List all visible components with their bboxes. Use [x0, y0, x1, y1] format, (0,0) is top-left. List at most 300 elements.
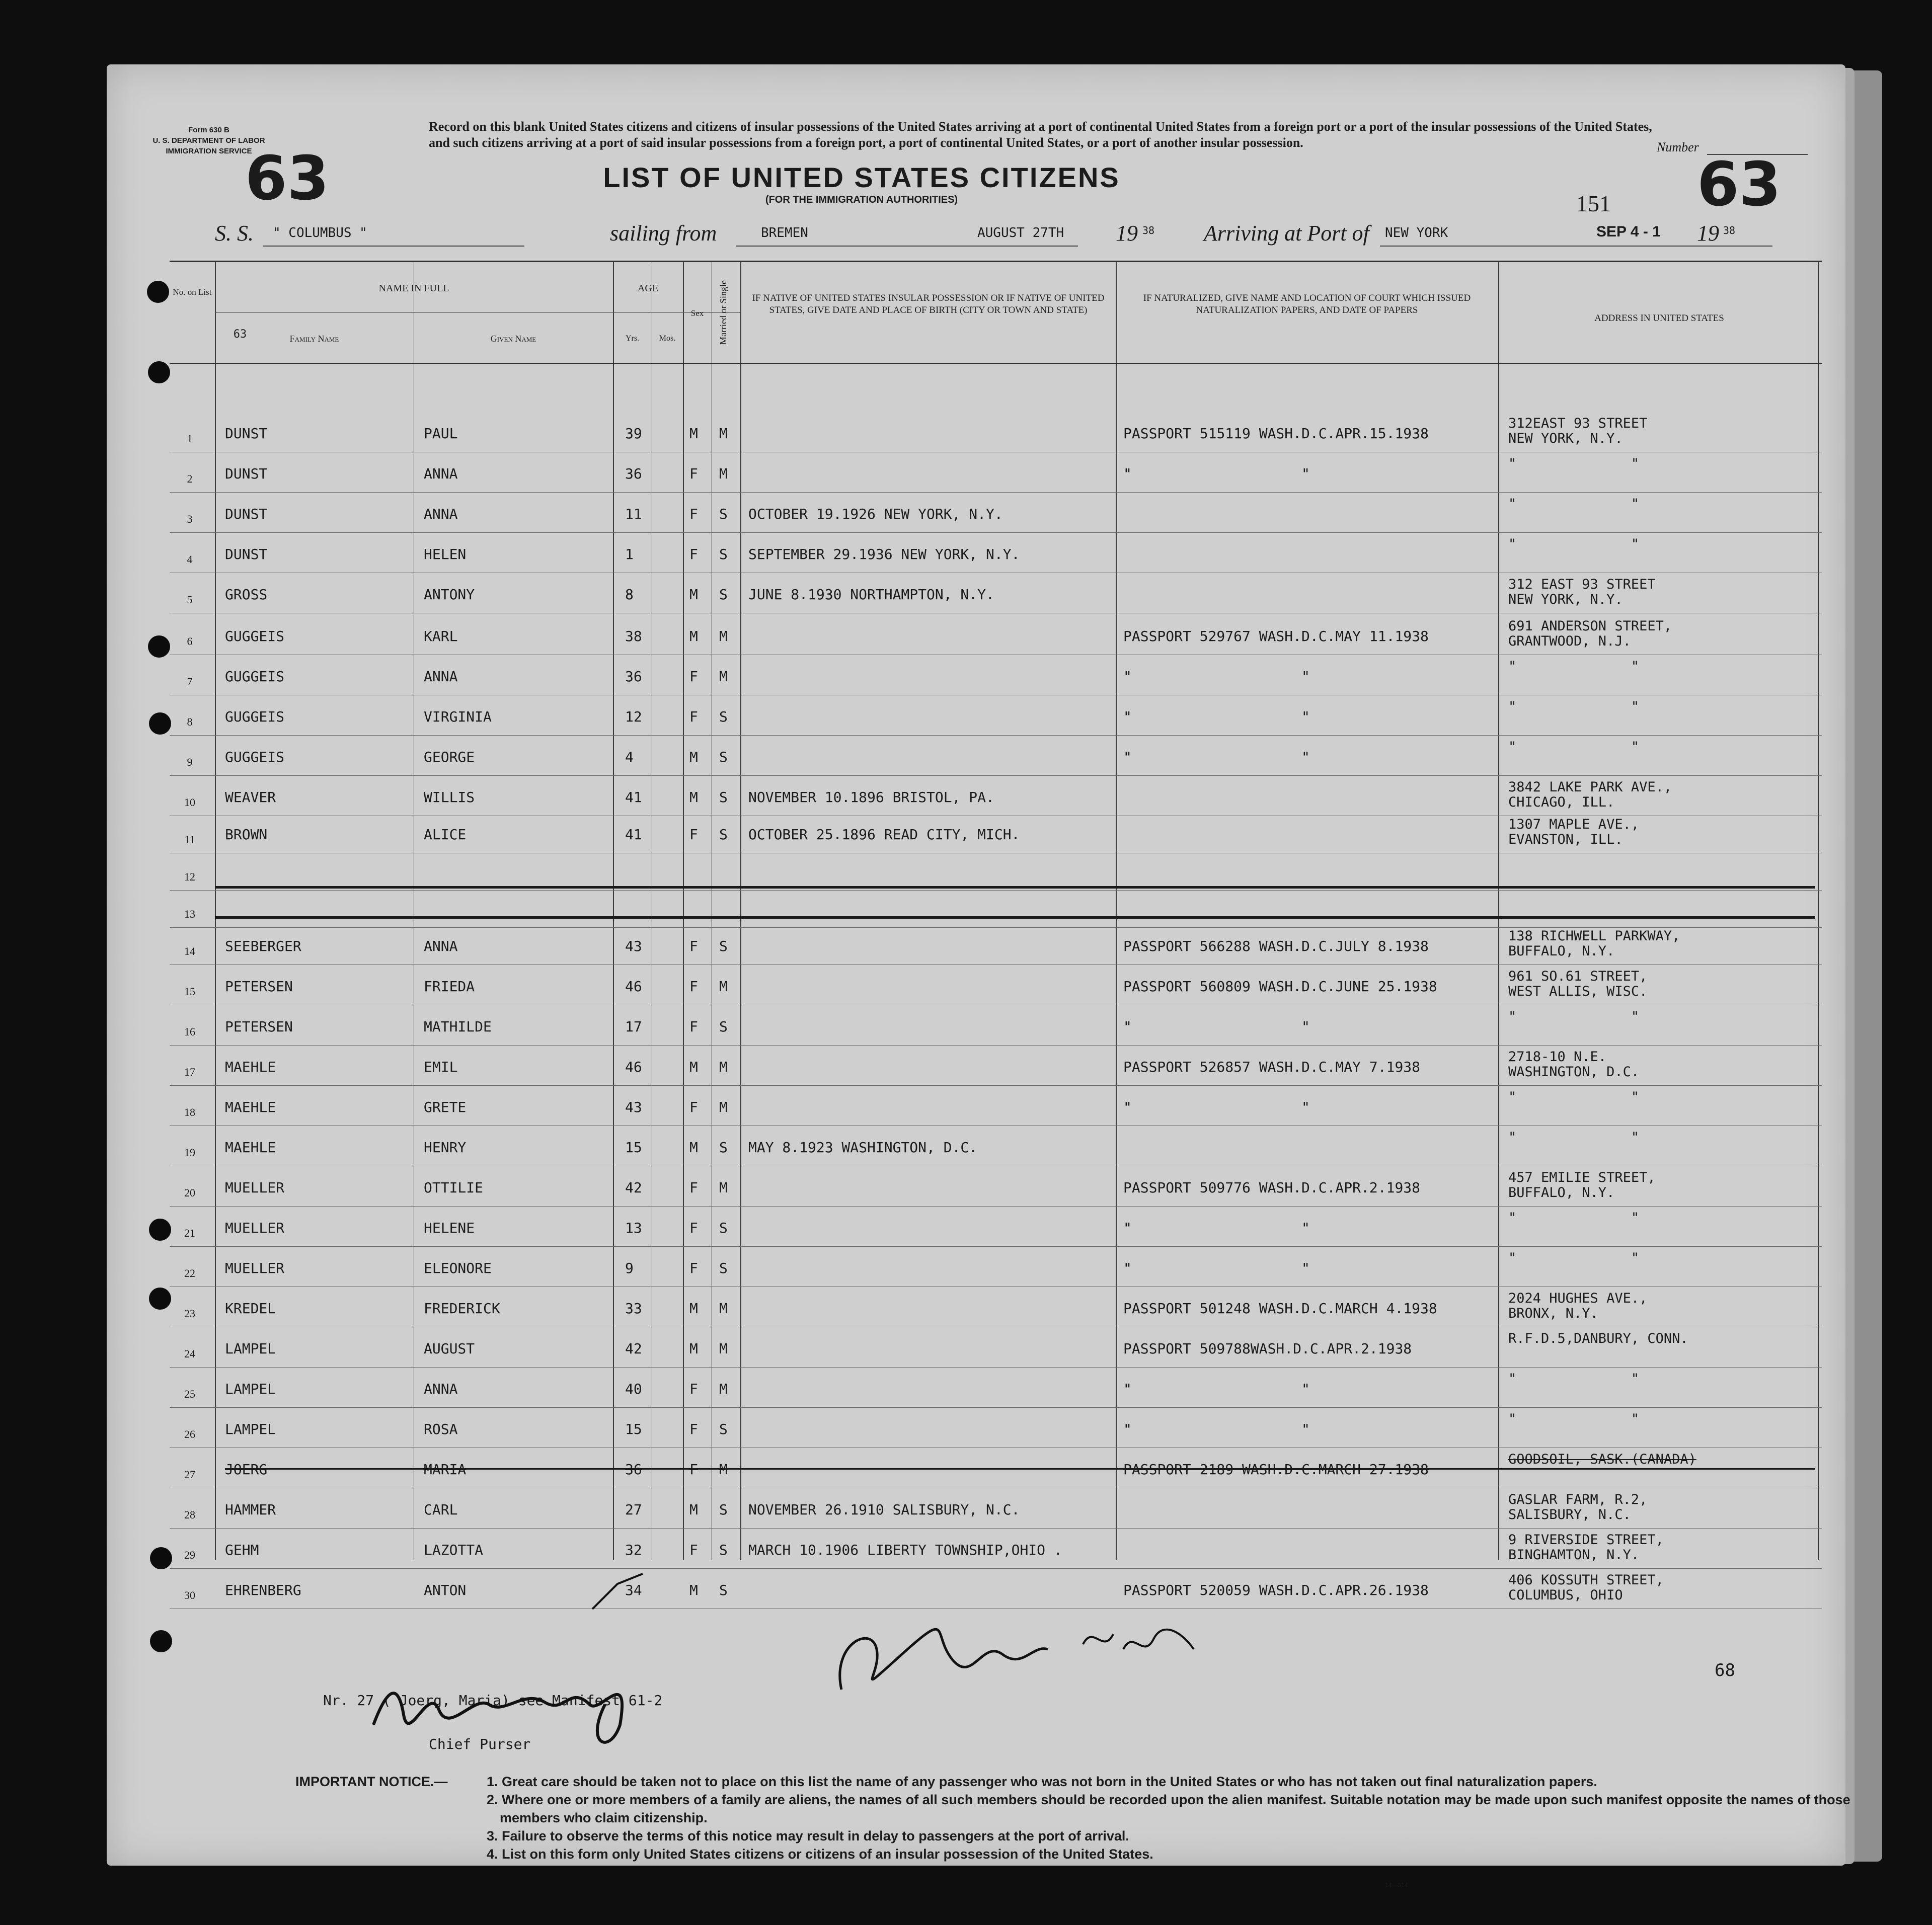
marital-status: S: [719, 546, 728, 563]
given-name: VIRGINIA: [424, 708, 492, 725]
punch-hole: [149, 1288, 171, 1310]
sex: F: [689, 1381, 698, 1397]
col-no: No. on List: [173, 287, 212, 297]
family-name: KREDEL: [225, 1300, 276, 1317]
address-line: 9 RIVERSIDE STREET,: [1508, 1532, 1664, 1548]
given-name: EMIL: [424, 1059, 458, 1075]
ship-underline: [263, 246, 524, 247]
departure-port: BREMEN: [761, 225, 808, 240]
col-sex: Sex: [690, 308, 704, 318]
address-line: 961 SO.61 STREET,: [1508, 969, 1648, 984]
address-line: " ": [1508, 739, 1640, 755]
row-number: 12: [184, 870, 195, 883]
given-name: CARL: [424, 1501, 458, 1518]
family-name: WEAVER: [225, 789, 276, 806]
sex: F: [689, 1018, 698, 1035]
marital-status: S: [719, 1421, 728, 1437]
sex: F: [689, 1542, 698, 1558]
age-years: 36: [625, 465, 642, 482]
age-years: 32: [625, 1542, 642, 1558]
address-line: WASHINGTON, D.C.: [1508, 1064, 1640, 1080]
row-number: 27: [184, 1468, 195, 1481]
given-name: MATHILDE: [424, 1018, 492, 1035]
col-family-name: Family Name: [289, 334, 339, 344]
sex: M: [689, 749, 698, 765]
sex: M: [689, 789, 698, 806]
family-name: MUELLER: [225, 1179, 285, 1196]
row-number: 10: [184, 796, 195, 809]
row-number: 18: [184, 1106, 195, 1118]
address-line: " ": [1508, 1210, 1640, 1226]
given-name: GEORGE: [424, 749, 475, 765]
strike-line: [225, 1468, 1815, 1470]
given-name: FRIEDA: [424, 978, 475, 995]
age-years: 1: [625, 546, 634, 563]
important-notice-items: [487, 1773, 1896, 1863]
arriving-label: Arriving at Port of: [1204, 221, 1369, 246]
family-name: LAMPEL: [225, 1340, 276, 1357]
given-name: OTTILIE: [424, 1179, 484, 1196]
table-row: [170, 1046, 1822, 1086]
given-name: ANNA: [424, 506, 458, 522]
address-line: 312EAST 93 STREET: [1508, 416, 1648, 431]
table-row: [170, 1368, 1822, 1408]
naturalization-info: " ": [1123, 465, 1310, 482]
sex: F: [689, 826, 698, 843]
family-name: SEEBERGER: [225, 938, 301, 954]
sex: M: [689, 1059, 698, 1075]
address-line: " ": [1508, 1009, 1640, 1024]
given-name: HENRY: [424, 1139, 467, 1156]
age-years: 42: [625, 1340, 642, 1357]
given-name: ANNA: [424, 668, 458, 685]
family-name: LAMPEL: [225, 1421, 276, 1437]
table-row: [170, 452, 1822, 493]
address-line: " ": [1508, 1250, 1640, 1266]
marital-status: S: [719, 1542, 728, 1558]
sex: F: [689, 668, 698, 685]
row-number: 23: [184, 1307, 195, 1320]
given-name: HELEN: [424, 546, 467, 563]
page-stamp-left: 63: [245, 144, 329, 214]
family-name: MUELLER: [225, 1220, 285, 1236]
page-title: LIST OF UNITED STATES CITIZENS: [603, 162, 1120, 193]
naturalization-info: PASSPORT 509788WASH.D.C.APR.2.1938: [1123, 1340, 1412, 1357]
sex: F: [689, 1260, 698, 1276]
notice-item: 1. Great care should be taken not to place on this list the name of any passenger who was not born in the United States or who has not taken out final naturalization papers.: [487, 1774, 1597, 1789]
birth-info: OCTOBER 25.1896 READ CITY, MICH.: [748, 826, 1020, 843]
address-line: " ": [1508, 1371, 1640, 1387]
sex: M: [689, 628, 698, 645]
family-name: DUNST: [225, 506, 268, 522]
age-years: 15: [625, 1421, 642, 1437]
address-line: 457 EMILIE STREET,: [1508, 1170, 1656, 1185]
row-number: 16: [184, 1025, 195, 1038]
marital-status: M: [719, 978, 728, 995]
table-row: [170, 412, 1822, 452]
marital-status: M: [719, 668, 728, 685]
given-name: HELENE: [424, 1220, 475, 1236]
naturalization-info: " ": [1123, 1220, 1310, 1236]
family-name: GUGGEIS: [225, 749, 285, 765]
marital-status: S: [719, 749, 728, 765]
col-months: Mos.: [659, 334, 676, 343]
table-row: [170, 615, 1822, 655]
family-name: HAMMER: [225, 1501, 276, 1518]
row-number: 13: [184, 908, 195, 920]
naturalization-info: PASSPORT 529767 WASH.D.C.MAY 11.1938: [1123, 628, 1429, 645]
address-line: " ": [1508, 536, 1640, 552]
table-row: [170, 1207, 1822, 1247]
row-number: 15: [184, 985, 195, 998]
age-years: 42: [625, 1179, 642, 1196]
birth-info: MARCH 10.1906 LIBERTY TOWNSHIP,OHIO .: [748, 1542, 1062, 1558]
number-label: Number: [1657, 140, 1699, 154]
table-row: [170, 695, 1822, 736]
address-line: " ": [1508, 1411, 1640, 1427]
row-number: 29: [184, 1549, 195, 1561]
age-years: 13: [625, 1220, 642, 1236]
age-years: 36: [625, 668, 642, 685]
row-number: 17: [184, 1066, 195, 1078]
ss-label: S. S.: [215, 221, 254, 246]
address-line: COLUMBUS, OHIO: [1508, 1587, 1623, 1603]
col-age: AGE: [637, 283, 659, 294]
family-name: PETERSEN: [225, 978, 293, 995]
naturalization-info: PASSPORT 509776 WASH.D.C.APR.2.1938: [1123, 1179, 1421, 1196]
row-number: 19: [184, 1146, 195, 1159]
punch-hole: [150, 1630, 172, 1652]
address-line: NEW YORK, N.Y.: [1508, 431, 1623, 446]
table-row: [170, 1529, 1822, 1569]
marital-status: S: [719, 1139, 728, 1156]
sex: F: [689, 708, 698, 725]
address-line: BUFFALO, N.Y.: [1508, 943, 1615, 959]
cancelled-row-line: [215, 916, 1815, 919]
family-name: MAEHLE: [225, 1139, 276, 1156]
address-line: 691 ANDERSON STREET,: [1508, 618, 1672, 634]
address-line: GOODSOIL, SASK.(CANADA): [1508, 1452, 1696, 1467]
naturalization-info: " ": [1123, 1099, 1310, 1115]
address-line: " ": [1508, 1130, 1640, 1145]
sex: M: [689, 425, 698, 442]
age-years: 38: [625, 628, 642, 645]
given-name: AUGUST: [424, 1340, 475, 1357]
family-name: DUNST: [225, 425, 268, 442]
naturalization-info: " ": [1123, 1381, 1310, 1397]
age-years: 8: [625, 586, 634, 603]
manifest-page: [107, 64, 1850, 1889]
naturalization-info: PASSPORT 515119 WASH.D.C.APR.15.1938: [1123, 425, 1429, 442]
table-row: [170, 850, 1822, 891]
row-number: 2: [187, 472, 193, 485]
table-row: [170, 925, 1822, 965]
given-name: GRETE: [424, 1099, 467, 1115]
table-row: [170, 1005, 1822, 1046]
row-number: 20: [184, 1186, 195, 1199]
age-years: 9: [625, 1260, 634, 1276]
address-line: NEW YORK, N.Y.: [1508, 592, 1623, 607]
row-number: 8: [187, 715, 193, 728]
address-line: 138 RICHWELL PARKWAY,: [1508, 928, 1680, 944]
marital-status: S: [719, 1260, 728, 1276]
punch-hole: [150, 1547, 172, 1569]
address-line: 2718-10 N.E.: [1508, 1049, 1607, 1065]
form-code: 14—314: [1385, 1882, 1408, 1889]
year-suffix: 38: [1723, 224, 1736, 236]
marital-status: S: [719, 1018, 728, 1035]
family-name: JOERG: [225, 1461, 268, 1478]
marital-status: M: [719, 465, 728, 482]
table-row: [170, 888, 1822, 928]
passenger-table: [170, 261, 1822, 1696]
departure-date: AUGUST 27TH: [977, 225, 1064, 240]
address-line: WEST ALLIS, WISC.: [1508, 984, 1648, 999]
table-row: [170, 1287, 1822, 1327]
row-number: 26: [184, 1428, 195, 1440]
age-years: 15: [625, 1139, 642, 1156]
table-row: [170, 1569, 1822, 1609]
table-row: [170, 813, 1822, 853]
department: U. S. DEPARTMENT OF LABOR: [152, 136, 265, 145]
table-row: [170, 1166, 1822, 1207]
marital-status: S: [719, 708, 728, 725]
family-name: GROSS: [225, 586, 268, 603]
year-prefix: 19: [1116, 221, 1138, 246]
family-name: EHRENBERG: [225, 1582, 301, 1598]
naturalization-info: " ": [1123, 749, 1310, 765]
marital-status: M: [719, 1381, 728, 1397]
naturalization-info: " ": [1123, 1260, 1310, 1276]
row-number: 5: [187, 593, 193, 606]
col-married-single: Married or Single: [718, 280, 728, 345]
address-line: " ": [1508, 456, 1640, 471]
address-line: BRONX, N.Y.: [1508, 1306, 1598, 1321]
row-number: 9: [187, 756, 193, 768]
row-number: 21: [184, 1227, 195, 1239]
given-name: LAZOTTA: [424, 1542, 484, 1558]
row-number: 28: [184, 1508, 195, 1521]
row-number: 6: [187, 635, 193, 648]
sailing-label: sailing from: [610, 221, 717, 246]
family-name: MAEHLE: [225, 1099, 276, 1115]
sex: F: [689, 938, 698, 954]
row-number: 22: [184, 1267, 195, 1279]
address-line: EVANSTON, ILL.: [1508, 832, 1623, 847]
age-years: 27: [625, 1501, 642, 1518]
naturalization-info: " ": [1123, 1421, 1310, 1437]
family-name: DUNST: [225, 465, 268, 482]
row-number: 1: [187, 432, 193, 445]
form-instructions: Record on this blank United States citizens and citizens of insular possessions of the United States arriving at a port of continental United States from a foreign port or a port of the insular possessions of the United States, and such citizens arriving at a port of said insular possessions from a foreign port, a port of continental United States, or a port of another insular possession.: [429, 119, 1652, 150]
address-line: BUFFALO, N.Y.: [1508, 1185, 1615, 1200]
family-name: PETERSEN: [225, 1018, 293, 1035]
table-row: [170, 1488, 1822, 1529]
punch-hole: [148, 635, 170, 658]
table-row: [170, 1327, 1822, 1368]
important-notice-heading: IMPORTANT NOTICE.—: [295, 1774, 448, 1789]
punch-hole: [149, 712, 171, 735]
birth-info: NOVEMBER 10.1896 BRISTOL, PA.: [748, 789, 994, 806]
age-years: 39: [625, 425, 642, 442]
arrival-date: SEP 4 - 1: [1596, 223, 1661, 240]
address-line: BINGHAMTON, N.Y.: [1508, 1547, 1640, 1563]
age-years: 34: [625, 1582, 642, 1598]
marital-status: M: [719, 1461, 728, 1478]
marital-status: M: [719, 1099, 728, 1115]
given-name: PAUL: [424, 425, 458, 442]
col-given-name: Given Name: [490, 334, 536, 344]
sex: F: [689, 978, 698, 995]
arrival-port: NEW YORK: [1385, 225, 1448, 240]
given-name: WILLIS: [424, 789, 475, 806]
sex: F: [689, 1220, 698, 1236]
family-name: GUGGEIS: [225, 668, 285, 685]
address-line: " ": [1508, 659, 1640, 674]
age-years: 17: [625, 1018, 642, 1035]
col-address: ADDRESS IN UNITED STATES: [1594, 313, 1724, 324]
row-number: 4: [187, 553, 193, 566]
table-row: [170, 573, 1822, 613]
year-suffix: 38: [1142, 224, 1155, 236]
marital-status: M: [719, 628, 728, 645]
table-row: [170, 1126, 1822, 1166]
given-name: ANTON: [424, 1582, 467, 1598]
family-name: GUGGEIS: [225, 708, 285, 725]
birth-info: MAY 8.1923 WASHINGTON, D.C.: [748, 1139, 978, 1156]
marital-status: S: [719, 826, 728, 843]
notice-item: 3. Failure to observe the terms of this notice may result in delay to passengers at the port of arrival.: [487, 1828, 1129, 1843]
sex: M: [689, 586, 698, 603]
marital-status: S: [719, 789, 728, 806]
given-name: MARIA: [424, 1461, 467, 1478]
sex: F: [689, 1461, 698, 1478]
address-line: SALISBURY, N.C.: [1508, 1507, 1631, 1522]
header-rule: [170, 363, 1822, 364]
birth-info: OCTOBER 19.1926 NEW YORK, N.Y.: [748, 506, 1003, 522]
marital-status: M: [719, 1340, 728, 1357]
sex: M: [689, 1139, 698, 1156]
stamp-number: 68: [1715, 1660, 1735, 1680]
given-name: FREDERICK: [424, 1300, 500, 1317]
address-line: 406 KOSSUTH STREET,: [1508, 1572, 1664, 1588]
punch-hole: [149, 1219, 171, 1241]
row-number: 11: [184, 833, 195, 846]
naturalization-info: " ": [1123, 668, 1310, 685]
naturalization-info: PASSPORT 2189 WASH.D.C.MARCH 27.1938: [1123, 1461, 1429, 1478]
given-name: ROSA: [424, 1421, 458, 1437]
given-name: ANTONY: [424, 586, 475, 603]
table-row: [170, 736, 1822, 776]
given-name: KARL: [424, 628, 458, 645]
age-years: 46: [625, 978, 642, 995]
family-name: GEHM: [225, 1542, 259, 1558]
row-number: 25: [184, 1388, 195, 1400]
sex: M: [689, 1340, 698, 1357]
sex: M: [689, 1300, 698, 1317]
form-number: Form 630 B: [188, 126, 229, 134]
row-number: 30: [184, 1589, 195, 1601]
age-years: 12: [625, 708, 642, 725]
age-years: 33: [625, 1300, 642, 1317]
birth-info: NOVEMBER 26.1910 SALISBURY, N.C.: [748, 1501, 1020, 1518]
sex: M: [689, 1582, 698, 1598]
age-years: 43: [625, 938, 642, 954]
family-overlay: 63: [233, 328, 247, 341]
table-row: [170, 493, 1822, 533]
given-name: ALICE: [424, 826, 467, 843]
age-years: 36: [625, 1461, 642, 1478]
naturalization-info: PASSPORT 501248 WASH.D.C.MARCH 4.1938: [1123, 1300, 1437, 1317]
sex: F: [689, 1179, 698, 1196]
sex: F: [689, 1099, 698, 1115]
sex: F: [689, 1421, 698, 1437]
cancelled-row-line: [215, 886, 1815, 889]
handwritten-number: 151: [1576, 191, 1611, 216]
address-line: 312 EAST 93 STREET: [1508, 577, 1656, 592]
page-stamp-right: 63: [1697, 150, 1781, 220]
table-row: [170, 1247, 1822, 1287]
manifest-note: Nr. 27 ( Joerg, Maria) see Manifest 61-2: [323, 1692, 663, 1709]
birth-info: SEPTEMBER 29.1936 NEW YORK, N.Y.: [748, 546, 1020, 563]
age-years: 46: [625, 1059, 642, 1075]
row-number: 7: [187, 675, 193, 688]
age-years: 11: [625, 506, 642, 522]
marital-status: S: [719, 506, 728, 522]
age-years: 43: [625, 1099, 642, 1115]
table-row: [170, 965, 1822, 1005]
marital-status: S: [719, 586, 728, 603]
signature-title: Chief Purser: [429, 1736, 531, 1752]
birth-info: JUNE 8.1930 NORTHAMPTON, N.Y.: [748, 586, 994, 603]
family-name: DUNST: [225, 546, 268, 563]
year-prefix: 19: [1697, 221, 1719, 246]
address-line: 3842 LAKE PARK AVE.,: [1508, 779, 1672, 795]
given-name: ELEONORE: [424, 1260, 492, 1276]
address-line: GASLAR FARM, R.2,: [1508, 1492, 1648, 1507]
family-name: LAMPEL: [225, 1381, 276, 1397]
family-name: MAEHLE: [225, 1059, 276, 1075]
address-line: CHICAGO, ILL.: [1508, 794, 1615, 810]
address-line: 1307 MAPLE AVE.,: [1508, 817, 1640, 832]
naturalization-info: PASSPORT 520059 WASH.D.C.APR.26.1938: [1123, 1582, 1429, 1598]
table-row: [170, 776, 1822, 816]
sex: M: [689, 1501, 698, 1518]
col-years: Yrs.: [625, 334, 640, 343]
address-line: " ": [1508, 496, 1640, 512]
row-number: 14: [184, 945, 195, 957]
ship-name: " COLUMBUS ": [273, 225, 367, 240]
sex: F: [689, 465, 698, 482]
marital-status: S: [719, 1582, 728, 1598]
naturalization-info: PASSPORT 560809 WASH.D.C.JUNE 25.1938: [1123, 978, 1437, 995]
punch-hole: [148, 361, 170, 383]
table-row: [170, 1408, 1822, 1448]
age-years: 40: [625, 1381, 642, 1397]
given-name: ANNA: [424, 1381, 458, 1397]
port-underline: [736, 246, 1078, 247]
notice-item: 4. List on this form only United States citizens or citizens of an insular possession of the United States.: [487, 1847, 1153, 1862]
notice-item: 2. Where one or more members of a family are aliens, the names of all such members should be recorded upon the alien manifest. Suitable notation may be made upon such manifest opposite the names of those members who claim citizenship.: [487, 1792, 1850, 1825]
row-number: 24: [184, 1347, 195, 1360]
age-years: 41: [625, 826, 642, 843]
table-row: [170, 533, 1822, 573]
service: IMMIGRATION SERVICE: [166, 147, 252, 155]
header-subrule: [215, 312, 740, 313]
family-name: MUELLER: [225, 1260, 285, 1276]
naturalization-info: PASSPORT 526857 WASH.D.C.MAY 7.1938: [1123, 1059, 1421, 1075]
marital-status: S: [719, 938, 728, 954]
